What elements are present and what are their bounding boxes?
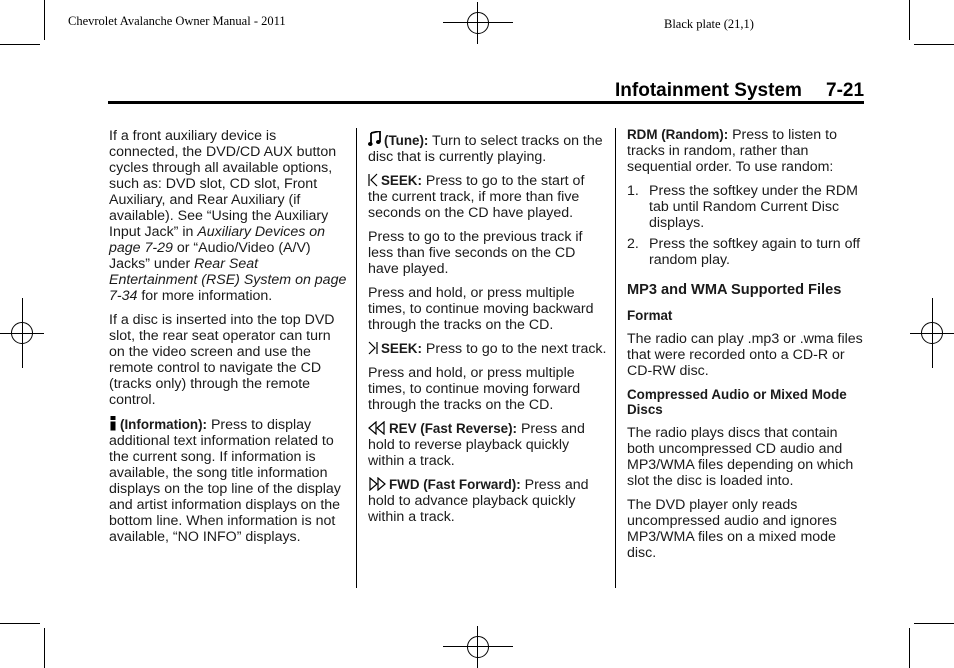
column-1 bbox=[109, 128, 349, 553]
mp3-wma-heading: MP3 and WMA Supported Files bbox=[627, 282, 842, 298]
format-paragraph: The radio can play .mp3 or .wma files that were recorded onto a CD-R or CD-RW disc. bbox=[627, 331, 863, 379]
seek-back-label: SEEK: bbox=[381, 173, 422, 188]
crop-mark bbox=[909, 0, 910, 40]
header-rule bbox=[108, 101, 864, 104]
dvd-player-paragraph: The DVD player only reads uncompressed audio and ignores MP3/WMA files on a mixed mode disc. bbox=[627, 497, 837, 561]
column-3 bbox=[627, 127, 867, 569]
music-note-icon bbox=[368, 131, 381, 147]
seek-back-icon bbox=[368, 173, 378, 187]
registration-mark-bottom bbox=[443, 626, 513, 668]
random-steps-list bbox=[627, 183, 867, 268]
crop-mark bbox=[0, 44, 40, 45]
info-icon bbox=[109, 416, 117, 431]
hold-backward-paragraph: Press and hold, or press multiple times, to continue moving backward through the tracks on the CD. bbox=[368, 285, 594, 333]
page-number: 7-21 bbox=[826, 80, 865, 101]
crop-mark bbox=[44, 0, 45, 40]
crop-mark bbox=[914, 623, 954, 624]
tune-label: (Tune): bbox=[384, 133, 429, 148]
dvd-slot-paragraph: If a disc is inserted into the top DVD slot, the rear seat operator can turn on the video screen and use the remote control to navigate the CD (tracks only) through the remote control. bbox=[109, 312, 335, 408]
seek-back-paragraph: SEEK: Press to go to the start of the current track, if more than five seconds on the CD have played. bbox=[368, 173, 585, 221]
fwd-paragraph: FWD (Fast Forward): Press and hold to advance playback quickly within a track. bbox=[368, 477, 589, 525]
list-item: 2. Press the softkey again to turn off random play. bbox=[627, 236, 861, 268]
column-divider bbox=[356, 128, 357, 588]
crop-mark bbox=[909, 628, 910, 668]
seek-forward-label: SEEK: bbox=[381, 341, 422, 356]
format-heading: Format bbox=[627, 308, 673, 323]
compressed-paragraph: The radio plays discs that contain both uncompressed CD audio and MP3/WMA files depending on which slot the disc is loaded into. bbox=[627, 425, 854, 489]
tune-paragraph: (Tune): Turn to select tracks on the disc that is currently playing. bbox=[368, 133, 603, 165]
fwd-label: FWD (Fast Forward): bbox=[389, 477, 521, 492]
seek-forward-icon bbox=[368, 341, 378, 355]
rev-label: REV (Fast Reverse): bbox=[389, 421, 518, 436]
xref-auxiliary-devices[interactable]: Auxiliary Devices on page 7-29 bbox=[109, 224, 326, 256]
registration-mark-top bbox=[443, 2, 513, 44]
hold-forward-paragraph: Press and hold, or press multiple times, to continue moving forward through the tracks on the CD. bbox=[368, 365, 581, 413]
info-label: (Information): bbox=[120, 417, 208, 432]
crop-mark bbox=[44, 628, 45, 668]
xref-rse-system[interactable]: Rear Seat Entertainment (RSE) System on page 7-34 bbox=[109, 256, 347, 304]
plate-label: Black plate (21,1) bbox=[664, 17, 754, 31]
seek-forward-paragraph: SEEK: Press to go to the next track. bbox=[368, 341, 608, 357]
compressed-audio-heading: Compressed Audio or Mixed Mode Discs bbox=[627, 387, 847, 417]
previous-track-paragraph: Press to go to the previous track if less than five seconds on the CD have played. bbox=[368, 229, 583, 277]
random-label: RDM (Random): bbox=[627, 127, 729, 142]
random-paragraph: RDM (Random): Press to listen to tracks in random, rather than sequential order. To use random: bbox=[627, 127, 837, 175]
rev-paragraph: REV (Fast Reverse): Press and hold to reverse playback quickly within a track. bbox=[368, 421, 585, 469]
crop-mark bbox=[0, 623, 40, 624]
fast-forward-icon bbox=[368, 477, 386, 491]
section-title: Infotainment System bbox=[615, 80, 802, 101]
info-paragraph: (Information): Press to display additional text information related to the current song. If information is available, the song title information displays on the top line of the display and artist information displays on the bottom line. When information is not available, “NO INFO” displays. bbox=[109, 417, 341, 545]
list-item: 1. Press the softkey under the RDM tab until Random Current Disc displays. bbox=[627, 183, 858, 231]
aux-paragraph: If a front auxiliary device is connected, the DVD/CD AUX button cycles through all available options, such as: DVD slot, CD slot, Front Auxiliary, and Rear Auxiliary (if available). See “Using the Auxiliary Input Jack” in Auxiliary Devices on page 7-29 or “Audio/Video (A/V) Jacks” under Rear Seat Entertainment (RSE) System on page 7-34 for more information. bbox=[109, 128, 347, 304]
manual-title: Chevrolet Avalanche Owner Manual - 2011 bbox=[68, 14, 286, 28]
registration-mark-right bbox=[910, 298, 954, 368]
crop-mark bbox=[914, 44, 954, 45]
column-divider bbox=[615, 128, 616, 588]
registration-mark-left bbox=[0, 298, 44, 368]
column-2 bbox=[368, 131, 608, 533]
rewind-icon bbox=[368, 421, 386, 435]
